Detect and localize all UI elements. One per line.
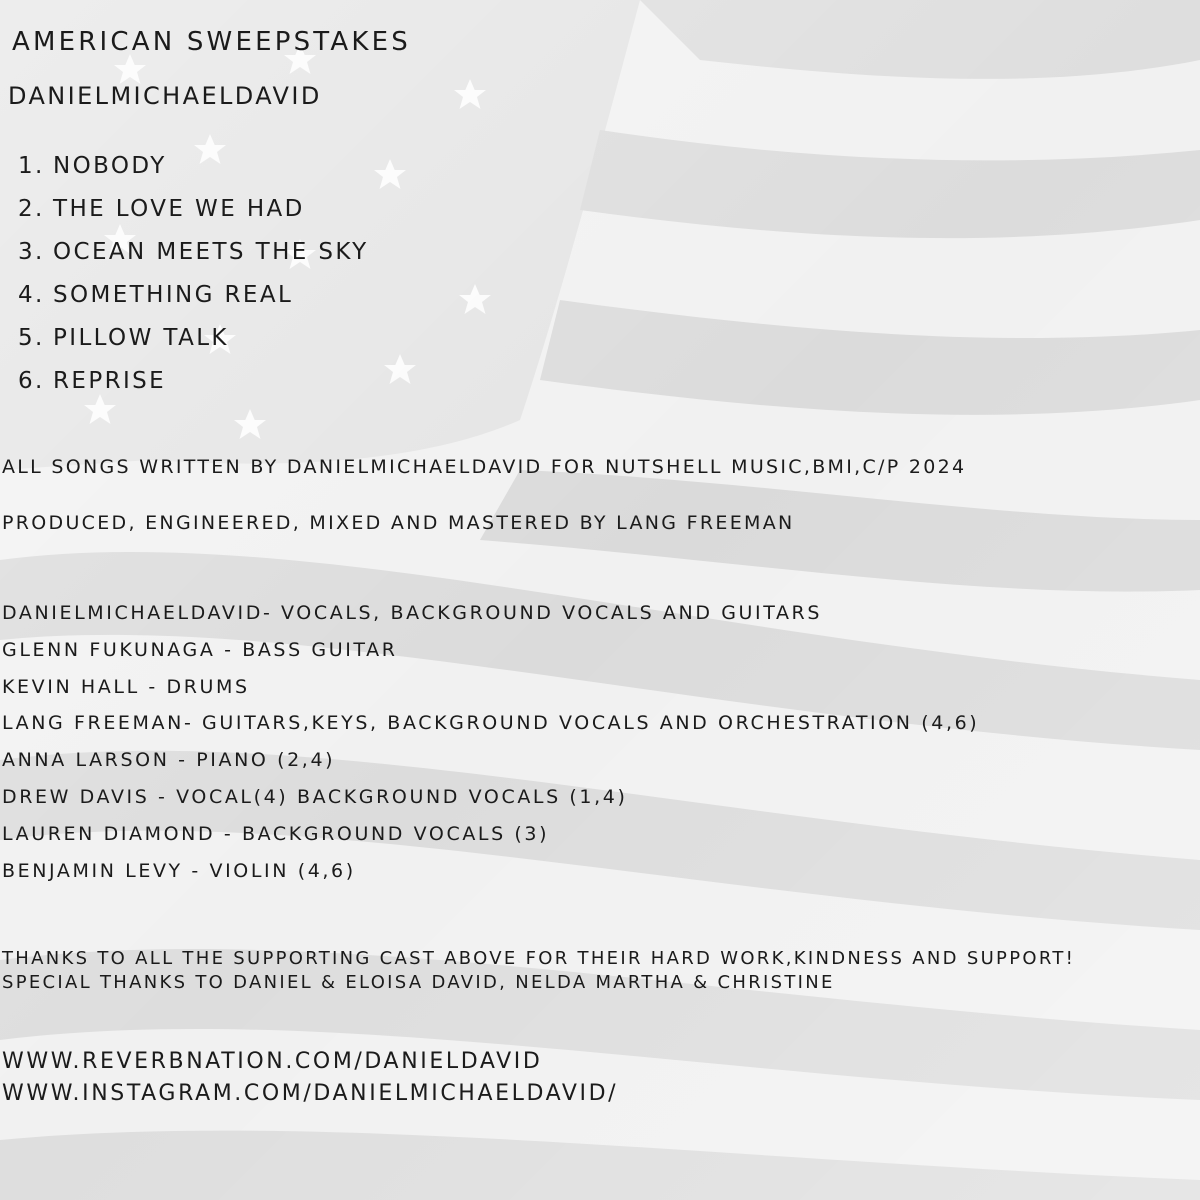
track-number: 2.	[18, 196, 45, 222]
track-item	[18, 239, 369, 282]
reverbnation-link: WWW.REVERBNATION.COM/DANIELDAVID	[2, 1049, 543, 1074]
special-thanks-line: SPECIAL THANKS TO DANIEL & ELOISA DAVID, NELDA MARTHA & CHRISTINE	[2, 972, 835, 993]
songwriting-credit: ALL SONGS WRITTEN BY DANIELMICHAELDAVID FOR NUTSHELL MUSIC,BMI,C/P 2024	[2, 456, 967, 478]
credit-line: ANNA LARSON - PIANO (2,4)	[2, 749, 336, 772]
track-number: 3.	[18, 239, 45, 265]
production-credit: PRODUCED, ENGINEERED, MIXED AND MASTERED BY LANG FREEMAN	[2, 512, 795, 534]
track-title: THE LOVE WE HAD	[53, 196, 305, 222]
instagram-link: WWW.INSTAGRAM.COM/DANIELMICHAELDAVID/	[2, 1081, 619, 1106]
credit-line: LAUREN DIAMOND - BACKGROUND VOCALS (3)	[2, 822, 550, 845]
track-item	[18, 282, 369, 325]
track-item	[18, 196, 369, 239]
track-title: SOMETHING REAL	[53, 282, 294, 308]
artist-name: DANIELMICHAELDAVID	[8, 82, 322, 110]
track-number: 5.	[18, 325, 45, 351]
track-item	[18, 153, 369, 196]
track-title: OCEAN MEETS THE SKY	[53, 239, 369, 265]
credit-line: GLENN FUKUNAGA - BASS GUITAR	[2, 638, 398, 661]
thanks-line: THANKS TO ALL THE SUPPORTING CAST ABOVE FOR THEIR HARD WORK,KINDNESS AND SUPPORT!	[2, 948, 1076, 969]
track-number: 6.	[18, 368, 45, 394]
track-title: NOBODY	[53, 153, 167, 179]
credit-line: DREW DAVIS - VOCAL(4) BACKGROUND VOCALS (1,4)	[2, 785, 628, 808]
track-item	[18, 368, 369, 411]
credit-line: BENJAMIN LEVY - VIOLIN (4,6)	[2, 859, 356, 882]
track-number: 1.	[18, 153, 45, 179]
track-title: REPRISE	[53, 368, 167, 394]
track-item	[18, 325, 369, 368]
album-title: AMERICAN SWEEPSTAKES	[12, 27, 411, 57]
credit-line: DANIELMICHAELDAVID- VOCALS, BACKGROUND VOCALS AND GUITARS	[2, 602, 823, 624]
track-list	[18, 153, 369, 411]
musician-credits	[2, 602, 979, 896]
track-title: PILLOW TALK	[53, 325, 229, 351]
credit-line: KEVIN HALL - DRUMS	[2, 675, 250, 698]
credit-line: LANG FREEMAN- GUITARS,KEYS, BACKGROUND VOCALS AND ORCHESTRATION (4,6)	[2, 712, 980, 735]
track-number: 4.	[18, 282, 45, 308]
